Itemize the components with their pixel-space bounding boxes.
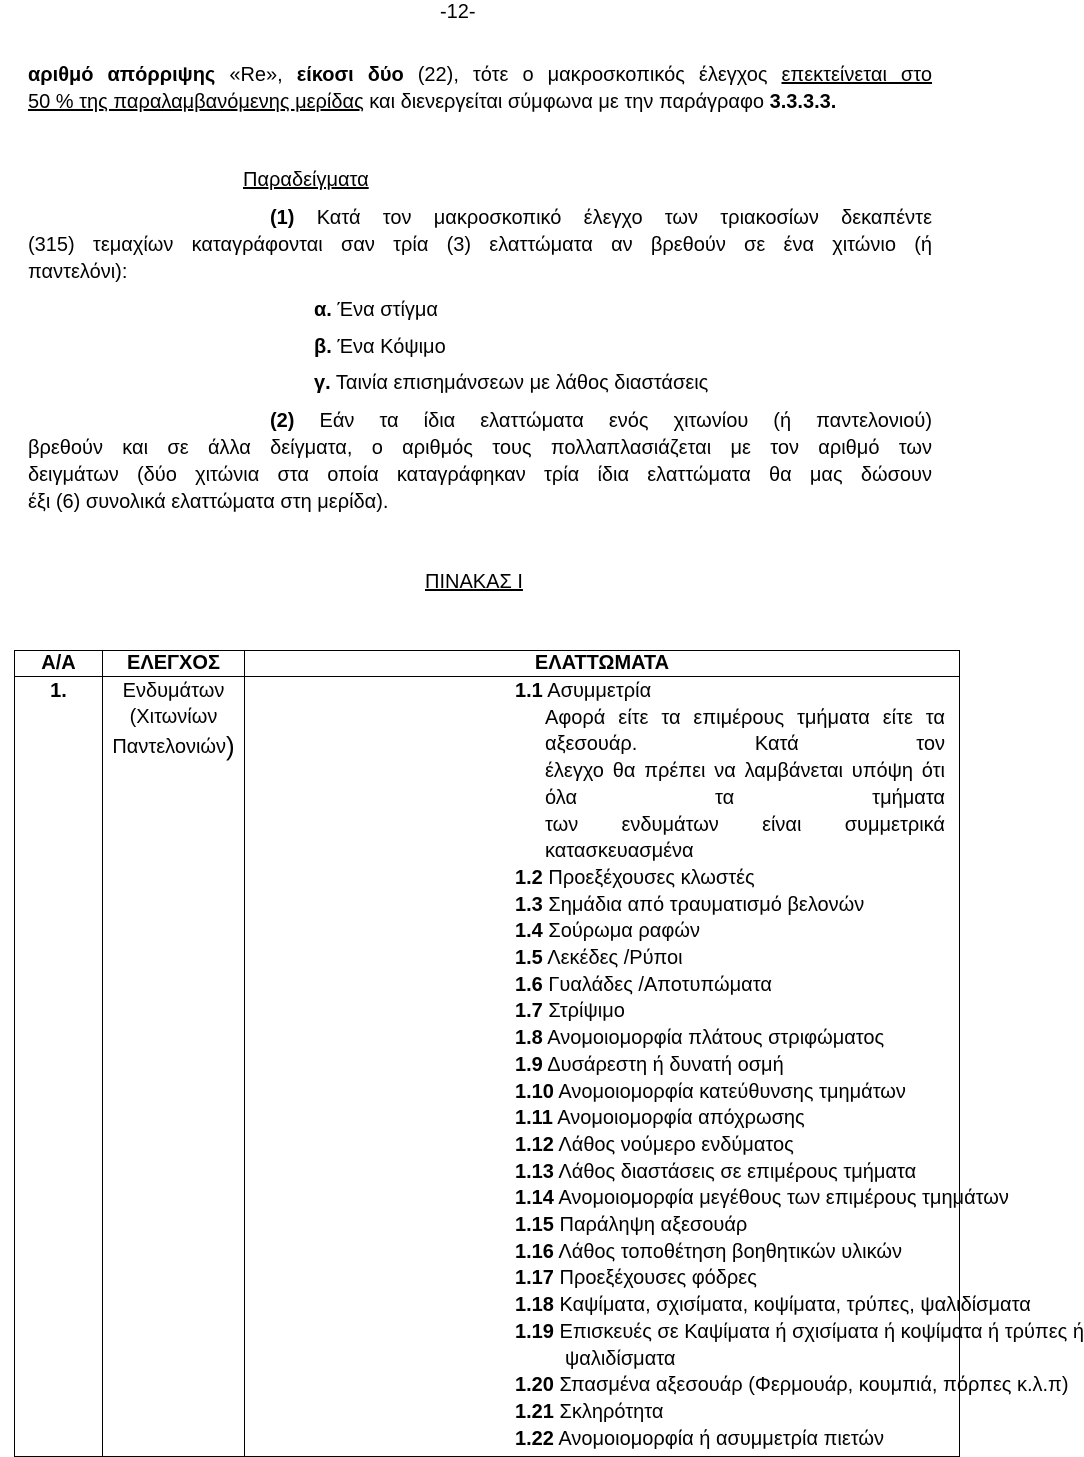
defect-item: 1.13 Λάθος διαστάσεις σε επιμέρους τμήματα: [515, 1160, 917, 1183]
control-line-1: Ενδυμάτων: [122, 680, 225, 702]
header-defects: ΕΛΑΤΤΩΜΑΤΑ: [245, 651, 960, 677]
header-aa: Α/Α: [15, 651, 103, 677]
defect-item: 1.9 Δυσάρεστη ή δυνατή οσμή: [515, 1053, 784, 1076]
defect-item: 1.10 Ανομοιομορφία κατεύθυνσης τμημάτων: [515, 1080, 906, 1103]
defect-item: 1.5 Λεκέδες /Ρύποι: [515, 947, 683, 970]
defect-item: 1.22 Ανομοιομορφία ή ασυμμετρία πιετών: [515, 1427, 884, 1450]
defect-item: 1.12 Λάθος νούμερο ενδύματος: [515, 1133, 794, 1156]
defect-item: 1.11 Ανομοιομορφία απόχρωσης: [515, 1107, 805, 1130]
defect-description: Αφορά είτε τα επιμέρους τμήματα είτε τα αξεσουάρ. Κατά τον έλεγχο θα πρέπει να λαμβάνεται υπόψη ότι όλα τα τμήματα των ενδυμάτων είναι συμμετρικά κατασκευασμένα: [545, 706, 945, 863]
examples-heading: Παραδείγματα: [243, 169, 369, 191]
control-line-3: Παντελονιών): [112, 731, 235, 761]
defect-item: 1.3 Σημάδια από τραυματισμό βελονών: [515, 893, 865, 916]
defects-cell: [245, 677, 1084, 1457]
defect-item: 1.6 Γυαλάδες /Αποτυπώματα: [515, 973, 772, 996]
list-item: β. Ένα Κόψιμο: [314, 336, 446, 358]
defect-item: 1.1 Ασυμμετρία: [515, 680, 652, 702]
defect-item: 1.15 Παράληψη αξεσουάρ: [515, 1214, 748, 1237]
row-number: 1.: [15, 677, 103, 1457]
table-title: ΠΙΝΑΚΑΣ Ι: [425, 571, 523, 593]
example-2-line-2: βρεθούν και σε άλλα δείγματα, ο αριθμός τους πολλαπλασιάζεται με τον αριθμό των: [28, 437, 932, 459]
defect-item: 1.2 Προεξέχουσες κλωστές: [515, 866, 755, 889]
defect-item: 1.16 Λάθος τοποθέτηση βοηθητικών υλικών: [515, 1240, 902, 1263]
defect-item: 1.21 Σκληρότητα: [515, 1400, 664, 1423]
page-number: -12-: [440, 1, 476, 23]
example-2-line-4: έξι (6) συνολικά ελαττώματα στη μερίδα).: [28, 491, 389, 513]
example-1-line-3: παντελόνι):: [28, 261, 128, 283]
defect-item: 1.17 Προεξέχουσες φόδρες: [515, 1267, 757, 1290]
example-2-line-1: (2) Εάν τα ίδια ελαττώματα ενός χιτωνίου (ή παντελονιού): [270, 410, 933, 432]
defect-item: 1.19 Επισκευές σε Καψίματα ή σχισίματα ή κοψίματα ή τρύπες ή: [515, 1320, 1084, 1343]
defect-item: 1.4 Σούρωμα ραφών: [515, 920, 700, 943]
table-row: [15, 677, 960, 1457]
defect-item: 1.20 Σπασμένα αξεσουάρ (Φερμουάρ, κουμπιά, πόρπες κ.λ.π): [515, 1374, 1069, 1397]
defect-item-continuation: ψαλιδίσματα: [565, 1347, 676, 1370]
list-item: α. Ένα στίγμα: [314, 299, 438, 321]
control-cell: [103, 677, 245, 1457]
intro-line-2: 50 % της παραλαμβανόμενης μερίδας και διενεργείται σύμφωνα με την παράγραφο 3.3.3.3.: [28, 91, 837, 113]
defect-item: 1.14 Ανομοιομορφία μεγέθους των επιμέρους τμημάτων: [515, 1187, 1009, 1210]
header-control: ΕΛΕΓΧΟΣ: [103, 651, 245, 677]
defects-table: [14, 650, 1084, 1457]
control-line-2: (Χιτωνίων: [129, 706, 218, 728]
example-1-line-2: (315) τεμαχίων καταγράφονται σαν τρία (3) ελαττώματα αν βρεθούν σε ένα χιτώνιο (ή: [28, 234, 932, 256]
defect-item: 1.8 Ανομοιομορφία πλάτους στριφώματος: [515, 1027, 885, 1050]
example-1-line-1: (1) Κατά τον μακροσκοπικό έλεγχο των τριακοσίων δεκαπέντε: [270, 207, 932, 229]
table-header-row: [15, 651, 960, 677]
intro-line-1: αριθμό απόρριψης «Re», είκοσι δύο (22), τότε ο μακροσκοπικός έλεγχος επεκτείνεται στο: [28, 64, 933, 86]
list-item: γ. Ταινία επισημάνσεων με λάθος διαστάσεις: [314, 372, 709, 394]
defect-item: 1.7 Στρίψιμο: [515, 1000, 625, 1023]
defect-item: 1.18 Καψίματα, σχισίματα, κοψίματα, τρύπες, ψαλιδίσματα: [515, 1294, 1031, 1317]
example-2-line-3: δειγμάτων (δύο χιτώνια στα οποία καταγράφηκαν τρία ίδια ελαττώματα θα μας δώσουν: [28, 464, 932, 486]
